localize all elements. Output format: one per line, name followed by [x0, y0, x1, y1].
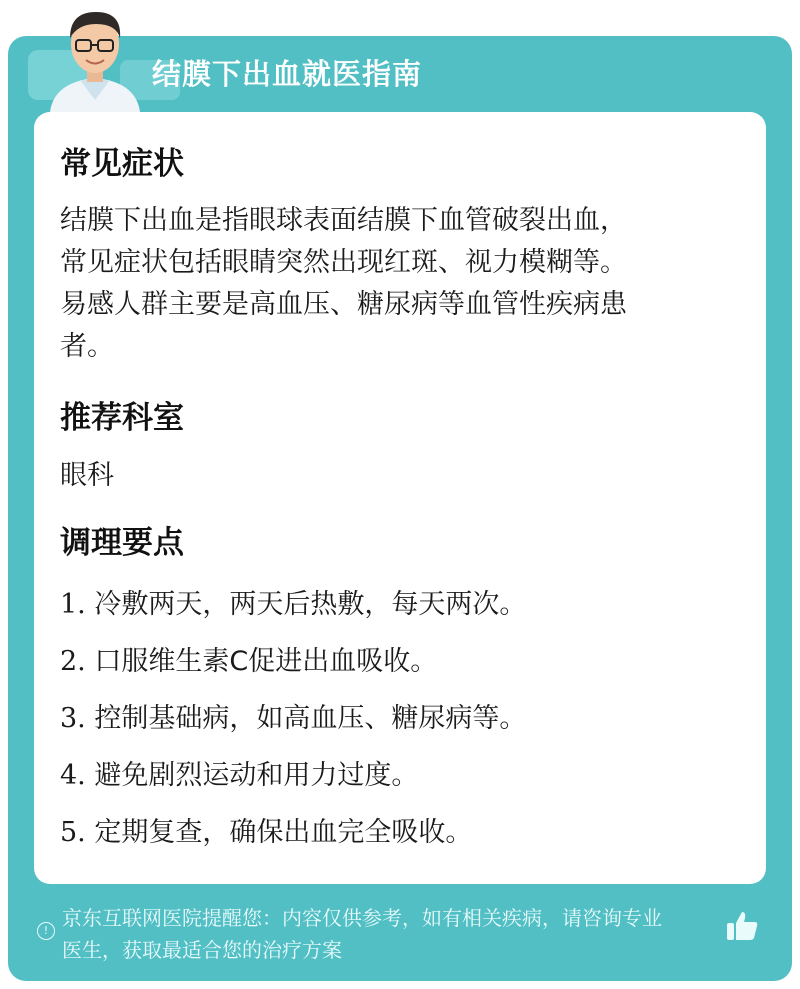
list-number: 2. — [60, 646, 86, 677]
list-text: 避免剧烈运动和用力过度。 — [94, 760, 419, 791]
list-number: 1. — [60, 589, 86, 620]
disclaimer — [62, 902, 730, 966]
list-number: 3. — [60, 703, 86, 734]
list-text: 冷敷两天，两天后热敷，每天两次。 — [94, 589, 527, 620]
disclaimer-line: 医生，获取最适合您的治疗方案 — [62, 938, 342, 962]
care-list-item — [60, 810, 472, 849]
list-text: 定期复查，确保出血完全吸收。 — [94, 817, 473, 848]
list-text: 口服维生素C促进出血吸收。 — [94, 646, 438, 677]
symptoms-line: 者。 — [60, 331, 114, 362]
disclaimer-line: 京东互联网医院提醒您：内容仅供参考，如有相关疾病，请咨询专业 — [62, 906, 662, 930]
symptoms-line: 易感人群主要是高血压、糖尿病等血管性疾病患 — [60, 289, 627, 320]
symptoms-line: 结膜下出血是指眼球表面结膜下血管破裂出血， — [60, 205, 627, 236]
care-list-item — [60, 753, 418, 792]
thumbs-up-icon[interactable] — [724, 908, 760, 944]
symptoms-line: 常见症状包括眼睛突然出现红斑、视力模糊等。 — [60, 247, 627, 278]
section-title-department: 推荐科室 — [60, 400, 184, 436]
symptoms-text — [60, 200, 740, 368]
content-panel — [34, 112, 766, 884]
care-list-item — [60, 582, 526, 621]
section-title-symptoms: 常见症状 — [60, 146, 184, 182]
care-list-item — [60, 696, 526, 735]
doctor-avatar — [40, 4, 150, 112]
page-title: 结膜下出血就医指南 — [152, 57, 423, 91]
list-text: 控制基础病，如高血压、糖尿病等。 — [94, 703, 527, 734]
list-number: 5. — [60, 817, 86, 848]
info-icon: ! — [37, 922, 55, 940]
list-number: 4. — [60, 760, 86, 791]
section-title-care: 调理要点 — [60, 525, 184, 561]
care-list-item — [60, 639, 437, 678]
department-value: 眼科 — [60, 460, 114, 491]
